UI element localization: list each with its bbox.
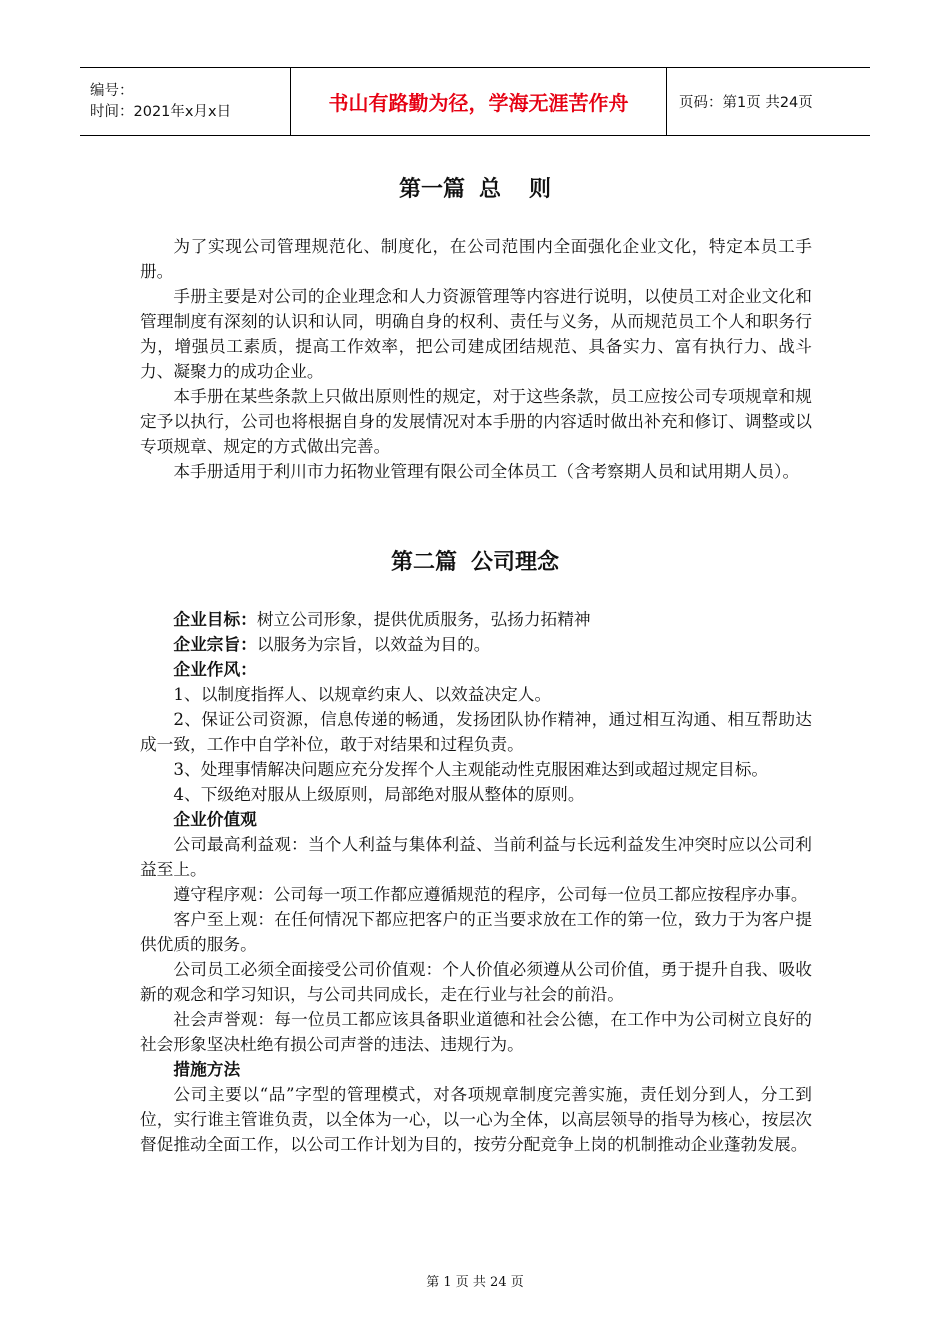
list-item: 4、下级绝对服从上级原则，局部绝对服从整体的原则。: [173, 784, 585, 804]
list-item: 遵守程序观：公司每一项工作都应遵循规范的程序，公司每一位员工都应按程序办事。: [173, 884, 808, 904]
list-item: 1、以制度指挥人、以规章约束人、以效益决定人。: [173, 684, 552, 704]
header-page-info: 页码：第1页 共24页: [667, 68, 871, 136]
enterprise-values-heading: 企业价值观: [173, 809, 257, 829]
list-item: 公司最高利益观：当个人利益与集体利益、当前利益与长远利益发生冲突时应以公司利益至上。: [140, 834, 812, 879]
enterprise-style-heading: 企业作风：: [173, 659, 257, 679]
list-item: 公司员工必须全面接受公司价值观：个人价值必须遵从公司价值，勇于提升自我、吸收新的观念和学习知识，与公司共同成长，走在行业与社会的前沿。: [140, 959, 812, 1004]
enterprise-goal: [140, 607, 812, 632]
section1-title: 第一篇 总 则: [398, 177, 552, 202]
measures-paragraph: 公司主要以“品”字型的管理模式，对各项规章制度完善实施，责任划分到人，分工到位，实行谁主管谁负责，以全体为一心，以一心为全体，以高层领导的指导为核心，按层次督促推动全面工作，以公司工作计划为目的，按劳分配竞争上岗的机制推动企业蓬勃发展。: [140, 1084, 812, 1154]
paragraph: 本手册在某些条款上只做出原则性的规定，对于这些条款，员工应按公司专项规章和规定予以执行，公司也将根据自身的发展情况对本手册的内容适时做出补充和修订、调整或以专项规章、规定的方式做出完善。: [140, 386, 812, 456]
document-number-label: 编号：: [90, 82, 134, 99]
list-item: 2、保证公司资源，信息传递的畅通，发扬团队协作精神，通过相互沟通、相互帮助达成一致，工作中自学补位，敢于对结果和过程负责。: [140, 709, 812, 754]
enterprise-purpose: [140, 632, 812, 657]
purpose-label: 企业宗旨：: [173, 634, 257, 654]
purpose-text: 以服务为宗旨，以效益为目的。: [256, 634, 491, 654]
goal-text: 树立公司形象，提供优质服务，弘扬力拓精神: [256, 609, 591, 629]
section2-body: [140, 607, 812, 1157]
section1-body: [140, 234, 812, 484]
goal-label: 企业目标：: [173, 609, 257, 629]
paragraph: 手册主要是对公司的企业理念和人力资源管理等内容进行说明，以使员工对企业文化和管理制度有深刻的认识和认同，明确自身的权利、责任与义务，从而规范员工个人和职务行为，增强员工素质，提高工作效率，把公司建成团结规范、具备实力、富有执行力、战斗力、凝聚力的成功企业。: [140, 286, 812, 381]
list-item: 社会声誉观：每一位员工都应该具备职业道德和社会公德，在工作中为公司树立良好的社会形象坚决杜绝有损公司声誉的违法、违规行为。: [140, 1009, 812, 1054]
list-item: 客户至上观：在任何情况下都应把客户的正当要求放在工作的第一位，致力于为客户提供优质的服务。: [140, 909, 812, 954]
header-meta-cell: [80, 68, 291, 136]
header-table: [80, 67, 870, 136]
document-time-label: 时间：2021年x月x日: [90, 103, 232, 120]
section2-title: 第二篇 公司理念: [390, 550, 560, 575]
list-item: 3、处理事情解决问题应充分发挥个人主观能动性克服困难达到或超过规定目标。: [173, 759, 769, 779]
paragraph: 为了实现公司管理规范化、制度化，在公司范围内全面强化企业文化，特定本员工手册。: [140, 236, 812, 281]
header-motto: 书山有路勤为径，学海无涯苦作舟: [291, 68, 667, 136]
page-footer: 第 1 页 共 24 页: [426, 1275, 524, 1290]
measures-heading: 措施方法: [173, 1059, 241, 1079]
paragraph: 本手册适用于利川市力拓物业管理有限公司全体员工（含考察期人员和试用期人员）。: [173, 461, 800, 481]
